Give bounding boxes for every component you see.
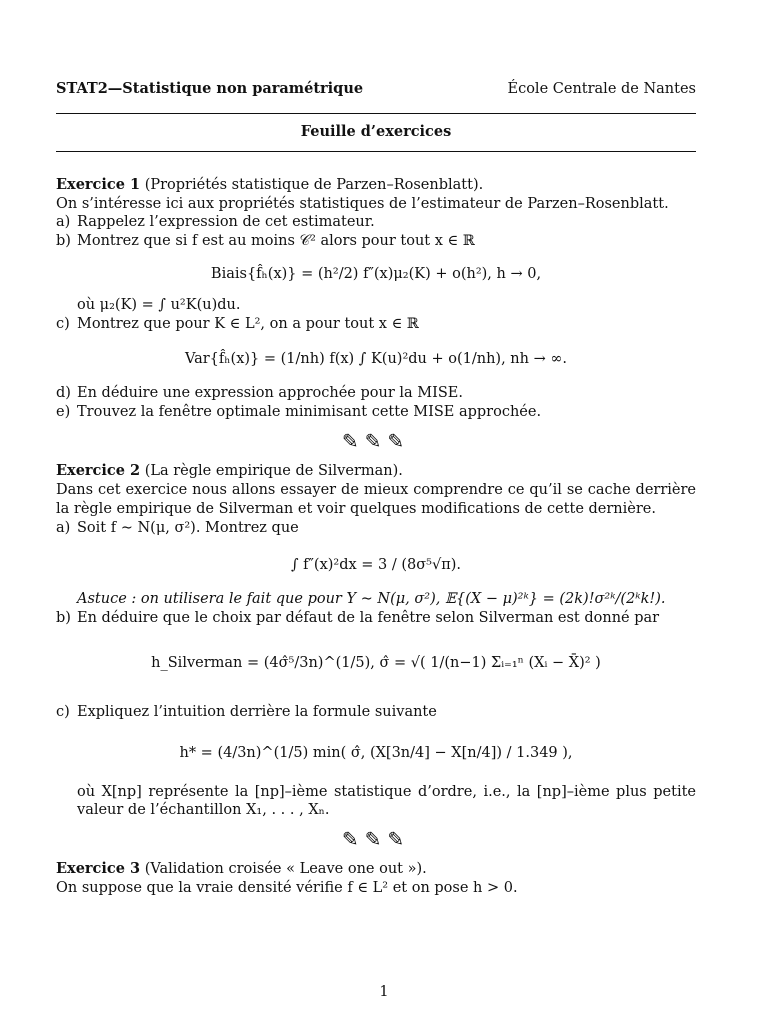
h-star-equation: h* = (4/3n)^(1/5) min( σ̂, (X[3n/4] − X[n/4]) / 1.349 ), xyxy=(179,744,573,761)
document-page xyxy=(56,80,696,898)
exercise-2-c: Expliquez l’intuition derrière la formule suivante xyxy=(77,703,437,720)
top-rule xyxy=(56,113,696,114)
exercise-1-intro: On s’intéresse ici aux propriétés statistiques de l’estimateur de Parzen–Rosenblatt. xyxy=(56,195,669,212)
pencil-separator-1: ✎✎✎ xyxy=(341,429,411,454)
exercise-2-intro: Dans cet exercice nous allons essayer de mieux comprendre ce qu’il se cache derrière la règle empirique de Silverman et voir quelques modifications de cette dernière. xyxy=(56,481,696,517)
page-header xyxy=(56,80,696,99)
exercise-1-label: Exercice 1 xyxy=(56,175,141,193)
order-statistic-text: où X[np] représente la [np]–ième statistique d’ordre, i.e., la [np]–ième plus petite valeur de l’échantillon X₁, . . . , Xₙ. xyxy=(77,783,696,819)
page-number: 1 xyxy=(379,984,389,1000)
hint-text: Astuce : on utilisera le fait que pour Y ∼ N(μ, σ²), 𝔼{(X − μ)²ᵏ} = (2k)!σ²ᵏ/(2ᵏk!). xyxy=(77,591,666,608)
exercise-2-b: En déduire que le choix par défaut de la fenêtre selon Silverman est donné par xyxy=(77,610,660,627)
sheet-title: Feuille d’exercices xyxy=(300,122,452,140)
mu2-definition: où μ₂(K) = ∫ u²K(u)du. xyxy=(77,296,241,313)
exercise-3-intro: On suppose que la vraie densité vérifie f ∈ L² et on pose h > 0. xyxy=(56,880,518,897)
exercise-2-label: Exercice 2 xyxy=(56,462,141,480)
exercise-3 xyxy=(56,860,696,898)
exercise-2-a: Soit f ∼ N(μ, σ²). Montrez que xyxy=(77,519,299,536)
exercise-3-title: (Validation croisée « Leave one out »). xyxy=(144,861,427,878)
exercise-2: Exercice 2 (La règle empirique de Silverman). Dans cet exercice nous allons essayer de mieux comprendre ce qu’il se cache derrière la règle empirique de Silverman et voir quelques modifications de cette dernière. a) Soit f ∼ N(μ, σ²). Montrez que ∫ f″(x)²dx = 3 / (8σ⁵√π). Astuce : on utilisera le fait que pour Y ∼ N(μ, σ²), 𝔼{(X − μ)²ᵏ} = (2k)!σ²ᵏ/(2ᵏk!). b) En déduire que le choix par défaut de la fenêtre selon Silverman est donné par h_Silverman = (4σ̂⁵/3n)^(1/5), σ̂ = √( 1/(n−1) Σᵢ₌₁ⁿ (Xᵢ − X̄)² ) c) Expliquez l’intuition derrière la formule suivante h* = (4/3n)^(1/5) min( σ̂, (X[3n/4] − X[n/4]) / 1.349 ), où X[np] représente la [np]–ième statistique d’ordre, i.e., la [np]–ième plus petite valeur de l’échantillon X₁, . . . , Xₙ. xyxy=(56,462,696,819)
exercise-1-e: Trouvez la fenêtre optimale minimisant cette MISE approchée. xyxy=(77,404,542,421)
exercise-2-title: (La règle empirique de Silverman). xyxy=(144,463,403,480)
bias-equation: Biais{f̂ₕ(x)} = (h²/2) f″(x)μ₂(K) + o(h²), h → 0, xyxy=(210,266,542,283)
exercise-3-label: Exercice 3 xyxy=(56,860,141,878)
silverman-equation: h_Silverman = (4σ̂⁵/3n)^(1/5), σ̂ = √( 1/(n−1) Σᵢ₌₁ⁿ (Xᵢ − X̄)² ) xyxy=(151,655,601,672)
exercise-1: Exercice 1 (Propriétés statistique de Parzen–Rosenblatt). On s’intéresse ici aux propriétés statistiques de l’estimateur de Parzen–Rosenblatt. a) Rappelez l’expression de cet estimateur. b) Montrez que si f est au moins 𝒞² alors pour tout x ∈ ℝ Biais{f̂ₕ(x)} = (h²/2) f″(x)μ₂(K) + o(h²), h → 0, où μ₂(K) = ∫ u²K(u)du. c) Montrez que pour K ∈ L², on a pour tout x ∈ ℝ Var{f̂ₕ(x)} = (1/nh) f(x) ∫ K(u)²du + o(1/nh), nh → ∞. d) En déduire une expression approchée pour la MISE. e) Trouvez la fenêtre optimale minimisant cette MISE approchée. xyxy=(56,176,696,422)
pencil-separator-2: ✎✎✎ xyxy=(341,827,411,852)
exercise-1-d: En déduire une expression approchée pour la MISE. xyxy=(77,385,463,402)
course-title: STAT2—Statistique non paramétrique xyxy=(56,80,364,97)
exercise-1-b: Montrez que si f est au moins 𝒞² alors pour tout x ∈ ℝ xyxy=(77,233,475,250)
exercise-1-title: (Propriétés statistique de Parzen–Rosenblatt). xyxy=(144,176,484,193)
integral-equation: ∫ f″(x)²dx = 3 / (8σ⁵√π). xyxy=(290,556,462,573)
exercise-1-c: Montrez que pour K ∈ L², on a pour tout x ∈ ℝ xyxy=(77,315,419,332)
school-name: École Centrale de Nantes xyxy=(507,81,696,97)
variance-equation: Var{f̂ₕ(x)} = (1/nh) f(x) ∫ K(u)²du + o(1/nh), nh → ∞. xyxy=(184,350,568,367)
exercise-1-a: Rappelez l’expression de cet estimateur. xyxy=(77,214,375,231)
